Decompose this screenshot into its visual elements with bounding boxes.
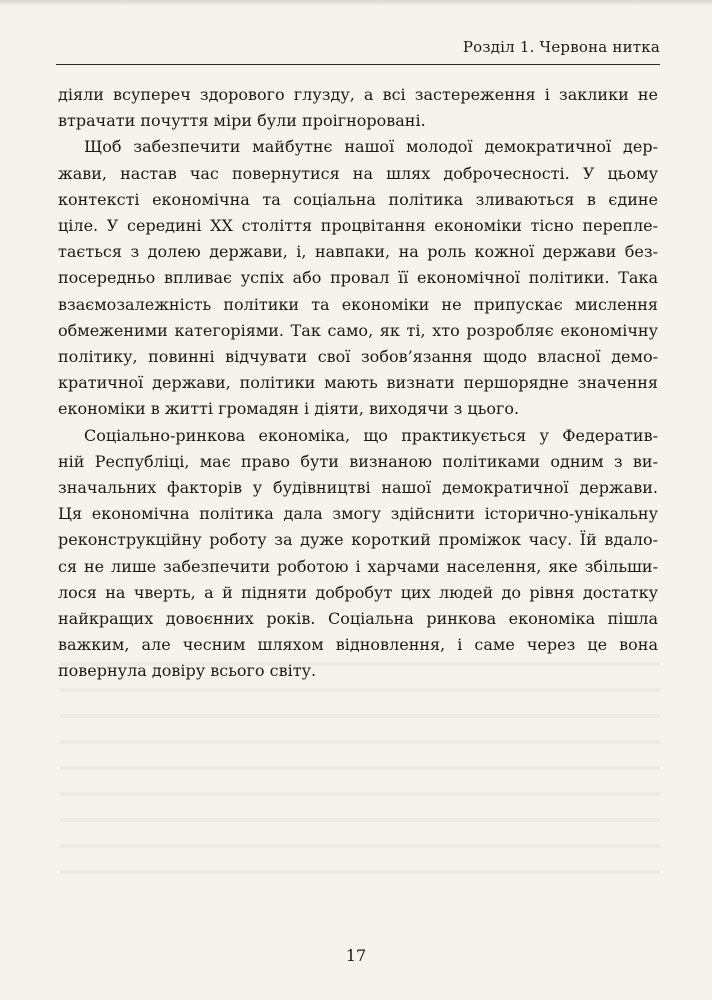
running-header: Розділ 1. Червона нитка — [462, 38, 660, 56]
paragraph-3 — [58, 423, 658, 685]
paragraph-1 — [58, 82, 658, 134]
paragraph-2 — [58, 134, 658, 422]
text-line: обмеженими категоріями. Так само, як ті, хто розробляє економічну — [58, 320, 658, 340]
text-line: Ця економічна політика дала змогу здійснити історично-унікальну — [58, 504, 658, 524]
page-top-edge — [0, 0, 712, 6]
body-text — [58, 82, 658, 685]
text-line: Соціально-ринкова економіка, що практикується у Федератив- — [84, 425, 658, 445]
text-line: кратичної держави, політики мають визнати першорядне значення — [58, 373, 658, 393]
text-line: ся не лише забезпечити роботою і харчами населення, яке збільши- — [58, 556, 658, 576]
text-line: контексті економічна та соціальна політика зливаються в єдине — [58, 189, 658, 209]
text-line: економіки в житті громадян і діяти, виходячи з цього. — [58, 399, 520, 419]
header-rule — [56, 64, 660, 65]
text-line: лося на чверть, а й підняти добробут цих людей до рівня достатку — [58, 582, 658, 602]
text-line: повернула довіру всього світу. — [58, 661, 317, 681]
text-line: політику, повинні відчувати свої зобов’язання щодо власної демо- — [58, 347, 658, 367]
text-line: посередньо впливає успіх або провал її економічної політики. Така — [58, 268, 658, 288]
text-line: ціле. У середині XX століття процвітання економіки тісно перепле- — [58, 216, 658, 236]
text-line: діяли всупереч здорового глузду, а всі застереження і заклики не — [58, 85, 658, 104]
text-line: взаємозалежність політики та економіки не припускає мислення — [58, 294, 658, 314]
text-line: реконструкційну роботу за дуже короткий проміжок часу. Їй вдало- — [58, 530, 658, 550]
text-line: втрачати почуття міри були проігноровані. — [58, 111, 426, 131]
text-line: тається з долею держави, і, навпаки, на роль кожної держави без- — [58, 242, 658, 262]
show-through-texture — [60, 640, 660, 940]
text-line: найкращих довоєнних років. Соціальна ринкова економіка пішла — [58, 609, 658, 629]
text-line: значальних факторів у будівництві нашої демократичної держави. — [58, 478, 658, 498]
text-line: Щоб забезпечити майбутнє нашої молодої демократичної дер- — [84, 137, 658, 157]
text-line: важким, але чесним шляхом відновлення, і саме через це вона — [58, 635, 658, 655]
text-line: жави, настав час повернутися на шлях доброчесності. У цьому — [58, 163, 658, 183]
text-line: ній Республіці, має право бути визнаною політиками одним з ви- — [58, 451, 658, 471]
page-number: 17 — [345, 946, 367, 965]
